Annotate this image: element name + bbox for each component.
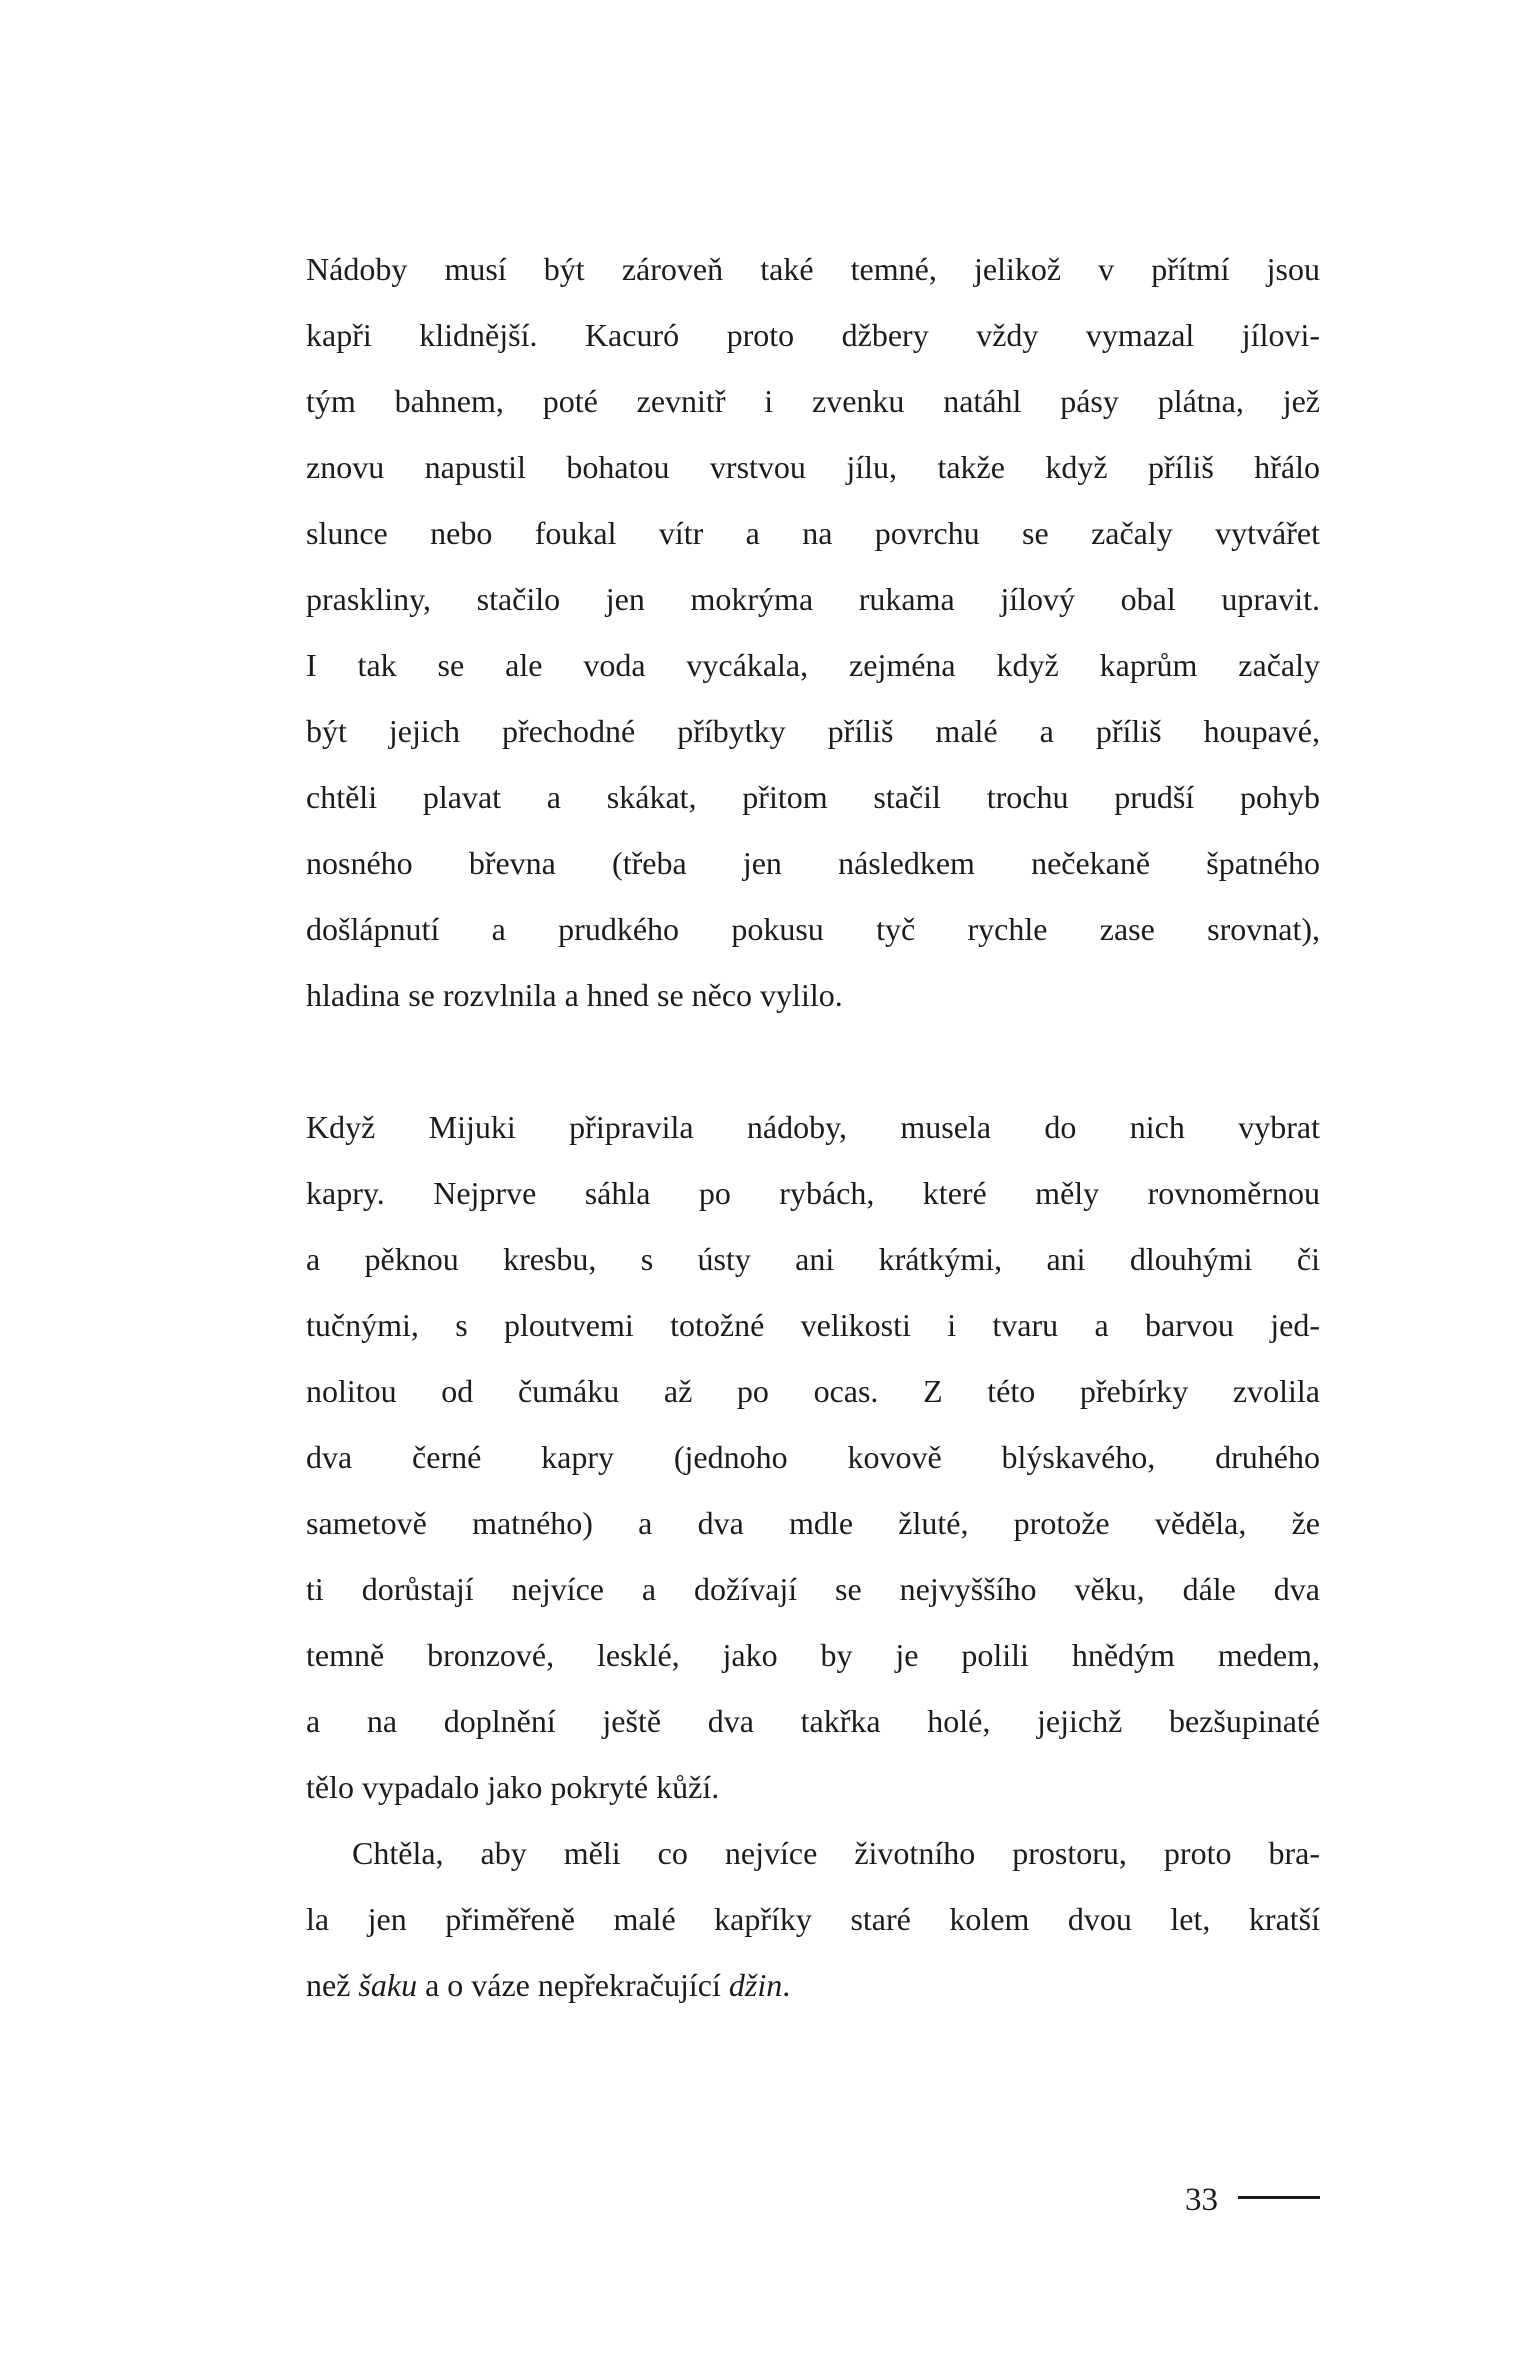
text-line bbox=[306, 434, 1320, 500]
text-block bbox=[306, 236, 1320, 2018]
text-line bbox=[306, 1556, 1320, 1622]
text-line bbox=[306, 1886, 1320, 1952]
paragraph bbox=[306, 1094, 1320, 1820]
text-line bbox=[306, 1688, 1320, 1754]
text-segment: a na doplnění ještě dva takřka holé, jejichž bezšupinaté bbox=[306, 1703, 1320, 1739]
text-segment: došlápnutí a prudkého pokusu tyč rychle zase srovnat), bbox=[306, 911, 1320, 947]
text-segment: než bbox=[306, 1967, 359, 2003]
text-line bbox=[306, 1226, 1320, 1292]
text-segment: dva černé kapry (jednoho kovově blýskavého, druhého bbox=[306, 1439, 1320, 1475]
text-line bbox=[306, 368, 1320, 434]
paragraph bbox=[306, 1820, 1320, 2018]
text-segment: kapři klidnější. Kacuró proto džbery vždy vymazal jílovi- bbox=[306, 317, 1320, 353]
text-segment: hladina se rozvlnila a hned se něco vylilo. bbox=[306, 977, 843, 1013]
page-number-rule bbox=[1238, 2196, 1320, 2199]
text-line bbox=[306, 962, 1320, 1028]
text-segment: ti dorůstají nejvíce a dožívají se nejvyššího věku, dále dva bbox=[306, 1571, 1320, 1607]
text-line bbox=[306, 566, 1320, 632]
italic-term: šaku bbox=[358, 1967, 418, 2003]
text-segment: nosného břevna (třeba jen následkem nečekaně špatného bbox=[306, 845, 1320, 881]
text-segment: znovu napustil bohatou vrstvou jílu, takže když příliš hřálo bbox=[306, 449, 1320, 485]
italic-term: džin bbox=[728, 1967, 783, 2003]
text-segment: praskliny, stačilo jen mokrýma rukama jílový obal upravit. bbox=[306, 581, 1320, 617]
text-line bbox=[306, 1358, 1320, 1424]
text-line bbox=[306, 830, 1320, 896]
text-segment: nolitou od čumáku až po ocas. Z této přebírky zvolila bbox=[306, 1373, 1320, 1409]
text-line bbox=[306, 896, 1320, 962]
text-line bbox=[306, 1622, 1320, 1688]
text-line bbox=[306, 632, 1320, 698]
text-line bbox=[306, 1754, 1320, 1820]
text-line bbox=[306, 1952, 1320, 2018]
text-line bbox=[306, 1490, 1320, 1556]
page-footer bbox=[306, 2178, 1320, 2222]
text-line bbox=[306, 764, 1320, 830]
text-segment: tělo vypadalo jako pokryté kůží. bbox=[306, 1769, 720, 1805]
text-line bbox=[306, 500, 1320, 566]
text-segment: I tak se ale voda vycákala, zejména když kaprům začaly bbox=[306, 647, 1320, 683]
text-segment: Chtěla, aby měli co nejvíce životního prostoru, proto bra- bbox=[352, 1835, 1320, 1871]
text-line bbox=[306, 1094, 1320, 1160]
text-segment: tým bahnem, poté zevnitř i zvenku natáhl pásy plátna, jež bbox=[306, 383, 1320, 419]
text-segment: Když Mijuki připravila nádoby, musela do nich vybrat bbox=[306, 1109, 1320, 1145]
text-segment: . bbox=[782, 1967, 791, 2003]
page-number: 33 bbox=[1185, 2182, 1218, 2218]
text-segment: chtěli plavat a skákat, přitom stačil trochu prudší pohyb bbox=[306, 779, 1320, 815]
text-line bbox=[306, 1820, 1320, 1886]
text-line bbox=[306, 236, 1320, 302]
text-line bbox=[306, 302, 1320, 368]
text-segment: a pěknou kresbu, s ústy ani krátkými, ani dlouhými či bbox=[306, 1241, 1320, 1277]
paragraph bbox=[306, 236, 1320, 1028]
text-line bbox=[306, 1160, 1320, 1226]
text-segment: tučnými, s ploutvemi totožné velikosti i tvaru a barvou jed- bbox=[306, 1307, 1320, 1343]
text-segment: Nádoby musí být zároveň také temné, jelikož v přítmí jsou bbox=[306, 251, 1320, 287]
text-segment: a o váze nepřekračující bbox=[417, 1967, 729, 2003]
text-segment: temně bronzové, lesklé, jako by je polili hnědým medem, bbox=[306, 1637, 1320, 1673]
text-line bbox=[306, 1292, 1320, 1358]
text-segment: kapry. Nejprve sáhla po rybách, které měly rovnoměrnou bbox=[306, 1175, 1320, 1211]
text-line bbox=[306, 1424, 1320, 1490]
text-segment: la jen přiměřeně malé kapříky staré kolem dvou let, kratší bbox=[306, 1901, 1320, 1937]
text-segment: sametově matného) a dva mdle žluté, protože věděla, že bbox=[306, 1505, 1320, 1541]
text-line bbox=[306, 698, 1320, 764]
text-segment: být jejich přechodné příbytky příliš malé a příliš houpavé, bbox=[306, 713, 1320, 749]
text-segment: slunce nebo foukal vítr a na povrchu se začaly vytvářet bbox=[306, 515, 1320, 551]
